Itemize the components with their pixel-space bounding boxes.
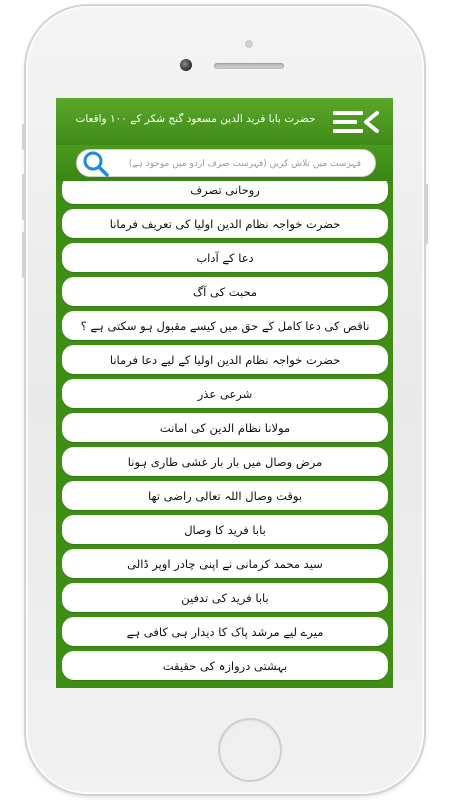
list-item[interactable]: محبت کی آگ xyxy=(62,277,388,306)
topics-list xyxy=(62,181,388,685)
volume-up-button xyxy=(22,174,25,220)
list-item[interactable]: حضرت خواجہ نظام الدین اولیا کے لیے دعا فرمانا xyxy=(62,345,388,374)
list-item[interactable]: میرے لیے مرشد پاک کا دیدار ہی کافی ہے xyxy=(62,617,388,646)
list-item[interactable]: حضرت خواجہ نظام الدین اولیا کی تعریف فرمانا xyxy=(62,209,388,238)
front-camera xyxy=(180,59,192,71)
list-item[interactable]: مولانا نظام الدین کی امانت xyxy=(62,413,388,442)
volume-down-button xyxy=(22,232,25,278)
search-bar xyxy=(56,145,393,181)
list-item[interactable]: مرض وصال میں بار بار غشی طاری ہونا xyxy=(62,447,388,476)
earpiece-speaker xyxy=(214,63,284,69)
mute-switch xyxy=(22,124,25,150)
home-button[interactable] xyxy=(218,718,282,782)
app-screen xyxy=(56,98,393,688)
search-box[interactable] xyxy=(76,149,376,177)
list-item[interactable]: سید محمد کرمانی نے اپنی چادر اوپر ڈالی xyxy=(62,549,388,578)
list-item[interactable]: شرعی عذر xyxy=(62,379,388,408)
list-item[interactable]: روحانی تصرف xyxy=(62,181,388,204)
list-item[interactable]: بوقت وصال اللہ تعالی راضی تھا xyxy=(62,481,388,510)
search-icon[interactable] xyxy=(81,148,111,178)
list-item[interactable]: بابا فرید کی تدفین xyxy=(62,583,388,612)
list-item[interactable]: بہشتی دروازہ کی حقیقت xyxy=(62,651,388,680)
power-button xyxy=(425,184,428,244)
topics-list-area[interactable] xyxy=(56,181,393,688)
list-item[interactable]: دعا کے آداب xyxy=(62,243,388,272)
app-bar xyxy=(56,98,393,145)
search-input[interactable] xyxy=(119,152,363,176)
sensor-dot xyxy=(245,40,253,48)
list-item[interactable]: بابا فرید کا وصال xyxy=(62,515,388,544)
list-item[interactable]: ناقص کی دعا کامل کے حق میں کیسے مقبول ہو سکتی ہے ؟ xyxy=(62,311,388,340)
menu-back-icon[interactable] xyxy=(333,110,379,134)
app-title: حضرت بابا فرید الدین مسعود گنج شکر کے ۱۰۰ واقعات xyxy=(75,113,316,125)
